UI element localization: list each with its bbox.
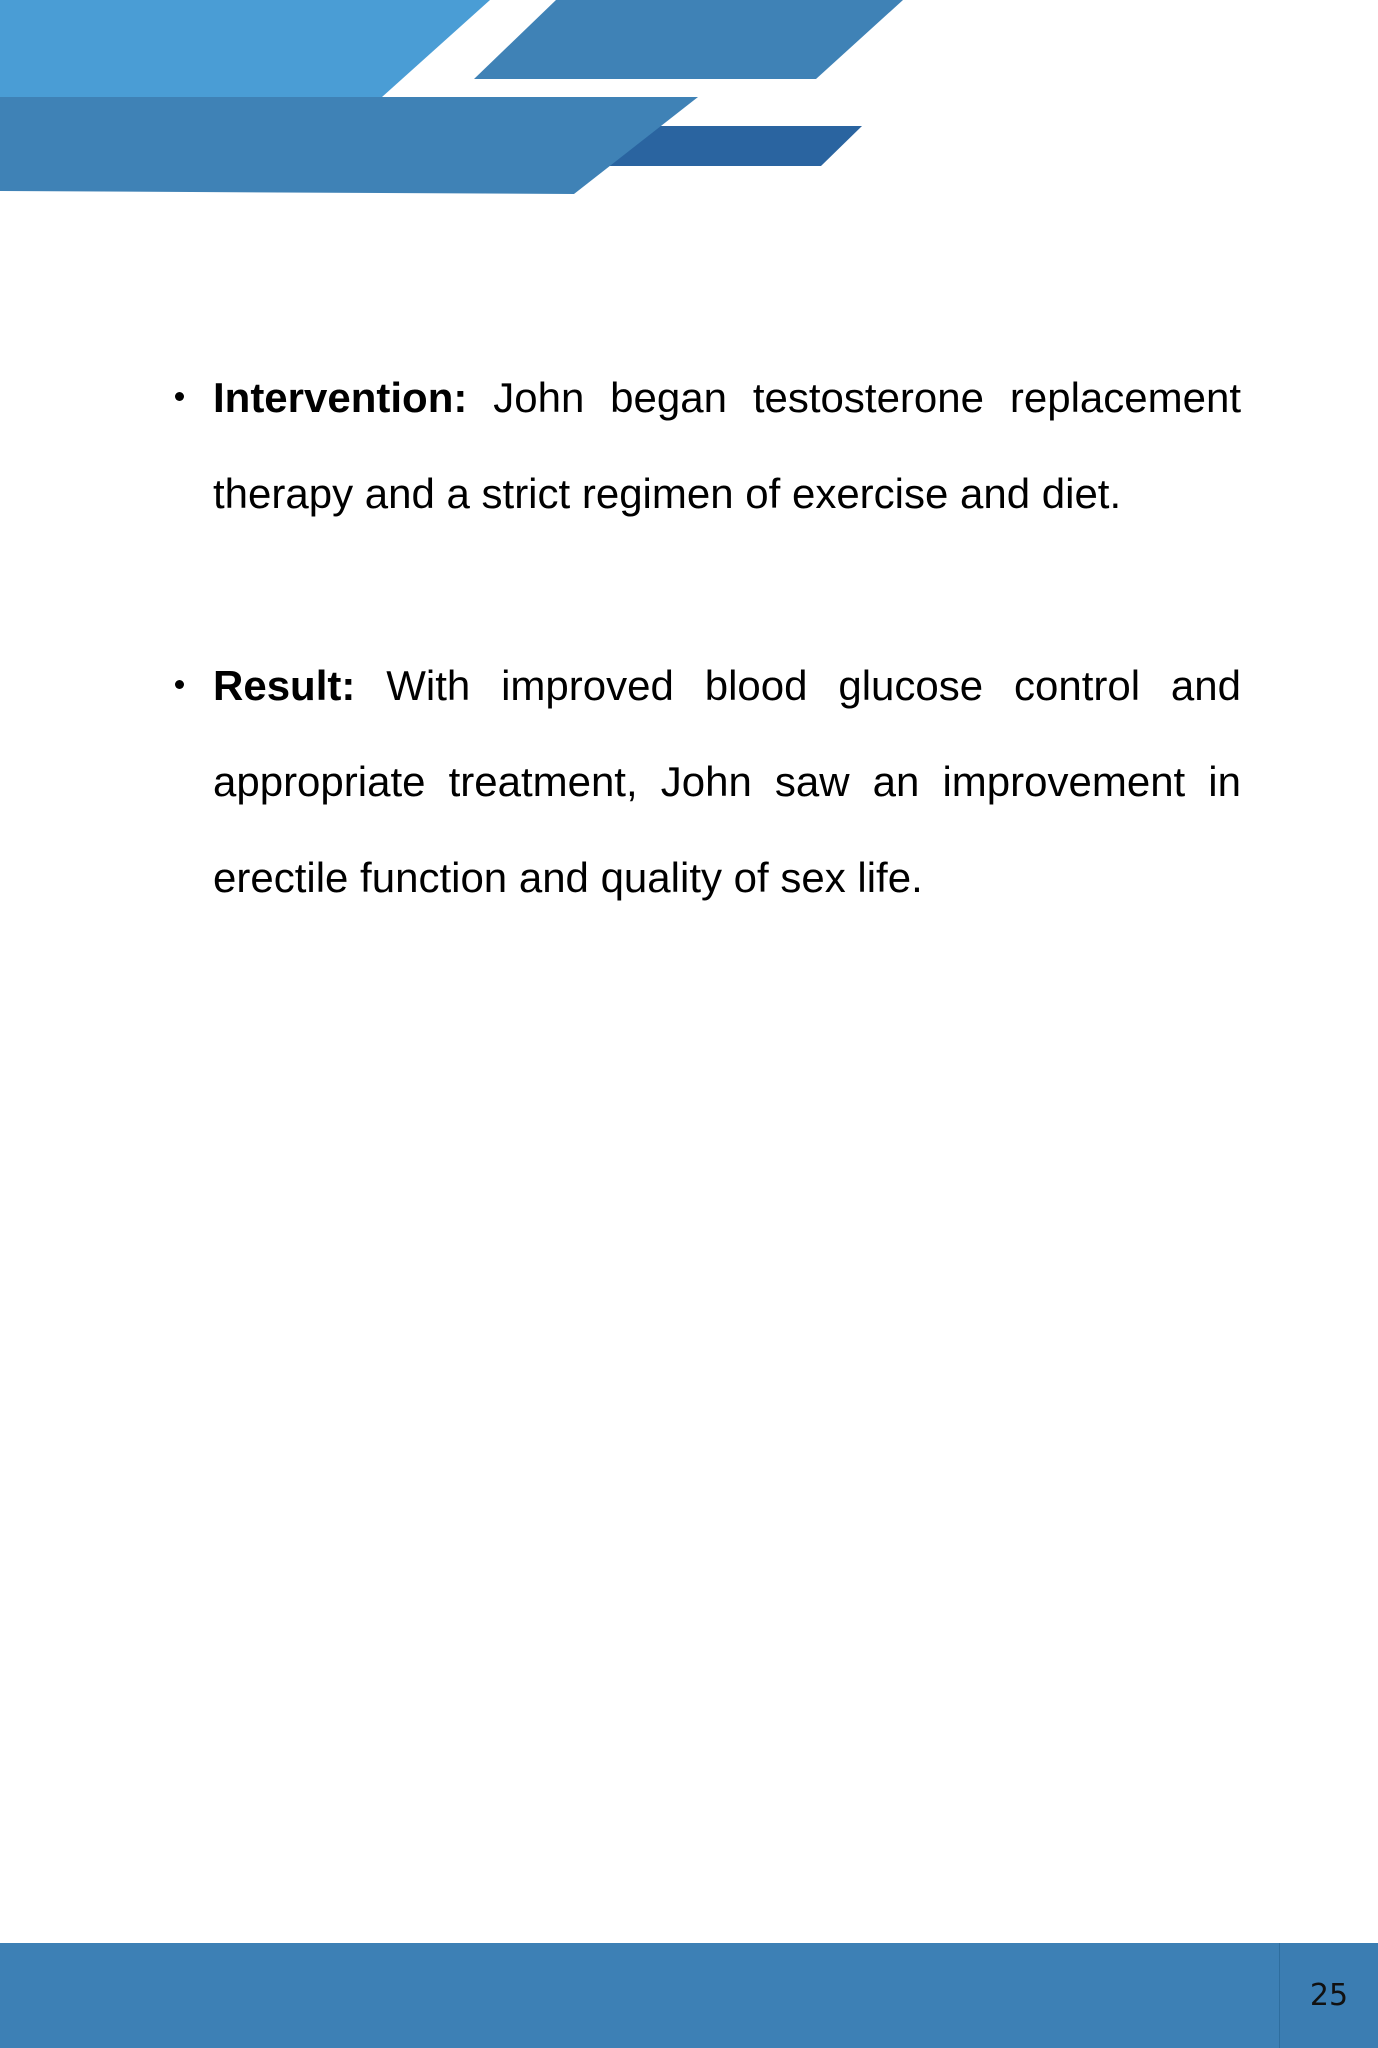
- bullet-label: Result:: [213, 662, 356, 709]
- page-number-box: [1279, 1943, 1378, 2048]
- header-decoration: [0, 0, 1378, 200]
- header-shape-light: [0, 0, 490, 97]
- header-shape-top-right: [474, 0, 903, 79]
- footer-bar: [0, 1943, 1378, 2048]
- bullet-dot-icon: [175, 680, 184, 689]
- header-shape-band: [0, 97, 698, 194]
- bullet-dot-icon: [175, 392, 184, 401]
- bullet-text: John began testosterone replacement therapy and a strict regimen of exercise and diet.: [213, 374, 1241, 517]
- bullet-result: [175, 638, 1241, 926]
- bullet-label: Intervention:: [213, 374, 468, 421]
- page-number: 25: [1309, 1978, 1349, 2013]
- page-content: [175, 350, 1241, 1022]
- bullet-text: With improved blood glucose control and appropriate treatment, John saw an improvement in erectile function and quality of sex life.: [213, 662, 1241, 901]
- bullet-intervention: [175, 350, 1241, 542]
